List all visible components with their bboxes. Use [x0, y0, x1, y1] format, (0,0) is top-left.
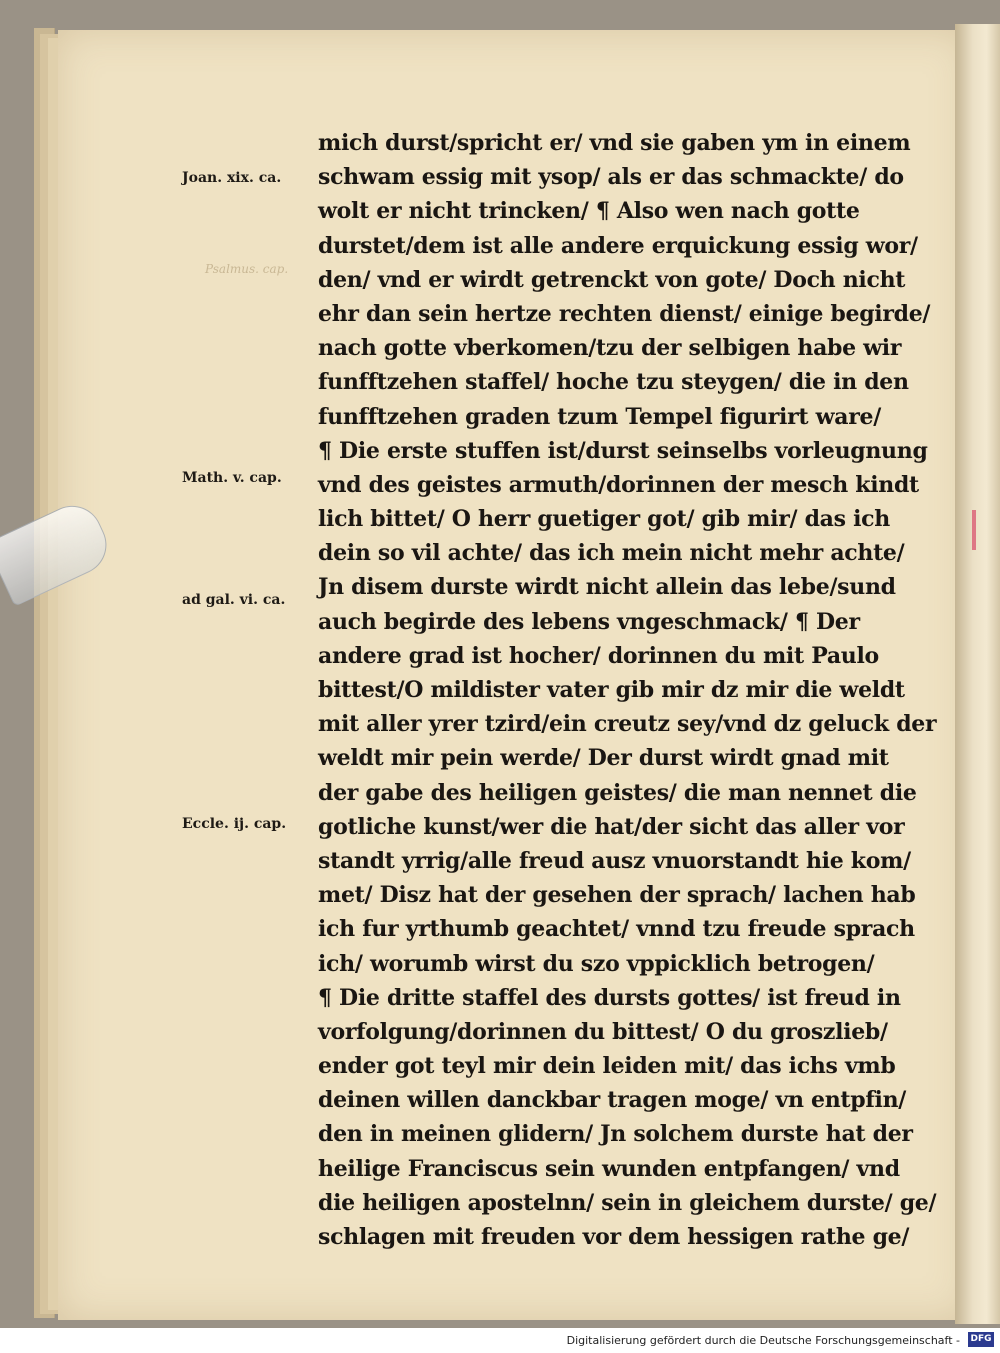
text-line: bittest/O mildister vater gib mir dz mir die weldt [318, 677, 905, 703]
text-line: gotliche kunst/wer die hat/der sicht das aller vor [318, 813, 905, 840]
text-line: ehr dan sein hertze rechten dienst/ einige begirde/ [318, 300, 931, 327]
dfg-logo: DFG [968, 1332, 994, 1347]
body-text [318, 126, 937, 1254]
text-line: durstet/dem ist alle andere erquickung essig wor/ [318, 232, 918, 259]
funding-credit: Digitalisierung gefördert durch die Deutsche Forschungsgemeinschaft - [566, 1334, 960, 1347]
text-line: weldt mir pein werde/ Der durst wirdt gnad mit [318, 745, 889, 772]
text-line: ¶ Die dritte staffel des dursts gottes/ ist freud in [318, 984, 901, 1011]
text-line: vorfolgung/dorinnen du bittest/ O du groszlieb/ [318, 1018, 888, 1045]
text-line: auch begirde des lebens vngeschmack/ ¶ Der [318, 608, 860, 635]
red-ribbon-mark [972, 510, 976, 550]
margin-note-math: Math. v. cap. [182, 470, 282, 486]
margin-note-joan: Joan. xix. ca. [182, 170, 282, 186]
text-line: mich durst/spricht er/ vnd sie gaben ym in einem [318, 130, 911, 156]
text-line: Jn disem durste wirdt nicht allein das lebe/sund [318, 574, 896, 601]
text-line: den in meinen glidern/ Jn solchem durste hat der [318, 1121, 913, 1148]
margin-note-gal: ad gal. vi. ca. [182, 592, 286, 608]
text-line: den/ vnd er wirdt getrenckt von gote/ Doch nicht [318, 266, 906, 293]
text-line: mit aller yrer tzird/ein creutz sey/vnd dz geluck der [318, 711, 937, 738]
text-line: standt yrrig/alle freud ausz vnuorstandt hie kom/ [318, 847, 911, 874]
text-line: ich fur yrthumb geachtet/ vnnd tzu freude sprach [318, 916, 915, 943]
text-line: heilige Franciscus sein wunden entpfangen/ vnd [318, 1155, 900, 1182]
text-line: wolt er nicht trincken/ ¶ Also wen nach gotte [318, 198, 860, 225]
text-line: nach gotte vberkomen/tzu der selbigen habe wir [318, 335, 902, 362]
book-binding [955, 24, 1000, 1324]
text-line: schlagen mit freuden vor dem hessigen rathe ge/ [318, 1224, 910, 1250]
text-line: ender got teyl mir dein leiden mit/ das ichs vmb [318, 1053, 896, 1080]
text-line: ich/ worumb wirst du szo vppicklich betrogen/ [318, 950, 875, 977]
text-line: dein so vil achte/ das ich mein nicht mehr achte/ [318, 540, 905, 567]
text-line: funfftzehen staffel/ hoche tzu steygen/ die in den [318, 369, 909, 396]
text-line: der gabe des heiligen geistes/ die man nennet die [318, 779, 917, 806]
text-line: funfftzehen graden tzum Tempel figurirt ware/ [318, 403, 881, 430]
text-line: deinen willen danckbar tragen moge/ vn entpfin/ [318, 1087, 907, 1114]
text-line: vnd des geistes armuth/dorinnen der mesch kindt [318, 471, 919, 498]
text-line: lich bittet/ O herr guetiger got/ gib mir/ das ich [318, 506, 890, 533]
footer-bar [0, 1328, 1000, 1353]
margin-note-eccle: Eccle. ij. cap. [182, 816, 287, 832]
text-line: andere grad ist hocher/ dorinnen du mit Paulo [318, 642, 879, 669]
text-line: die heiligen apostelnn/ sein in gleichem durste/ ge/ [318, 1189, 937, 1216]
text-line: ¶ Die erste stuffen ist/durst seinselbs vorleugnung [318, 437, 928, 464]
bleed-through-note: Psalmus. cap. [205, 262, 289, 276]
text-line: met/ Disz hat der gesehen der sprach/ lachen hab [318, 882, 916, 909]
text-line: schwam essig mit ysop/ als er das schmackte/ do [318, 164, 904, 191]
